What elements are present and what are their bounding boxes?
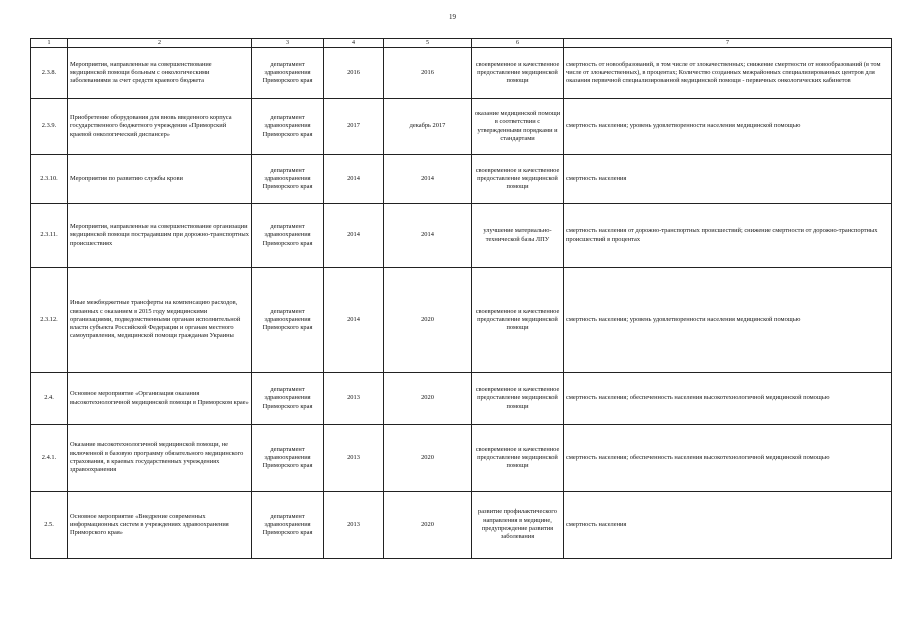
- start-year: 2014: [324, 204, 384, 268]
- row-number: 2.4.: [31, 373, 68, 425]
- executor: департамент здравоохранения Приморского края: [252, 155, 324, 204]
- header-cell: 3: [252, 39, 324, 48]
- header-cell: 6: [472, 39, 564, 48]
- row-number: 2.4.1.: [31, 425, 68, 492]
- indicator: смертность населения: [564, 155, 892, 204]
- indicator: смертность от новообразований, в том числе от злокачественных; снижение смертности от новообразований (в том числе от злокачественных), в процентах; Количество созданных межрайонных специализированных центров для оказания первичной специализированной медицинской помощи - первичных онкологических кабинетов: [564, 48, 892, 99]
- program-activities-table: [30, 38, 892, 559]
- activity-name: Мероприятия, направленные на совершенствование медицинской помощи больным с онкологическими заболеваниями за счет средств краевого бюджета: [68, 48, 252, 99]
- table-row: [31, 155, 892, 204]
- table-row: [31, 425, 892, 492]
- row-number: 2.3.8.: [31, 48, 68, 99]
- table-row: [31, 204, 892, 268]
- executor: департамент здравоохранения Приморского края: [252, 99, 324, 155]
- end-year: 2014: [384, 204, 472, 268]
- expected-result: своевременное и качественное предоставление медицинской помощи: [472, 425, 564, 492]
- start-year: 2013: [324, 425, 384, 492]
- table-header-row: [31, 39, 892, 48]
- header-cell: 5: [384, 39, 472, 48]
- table-row: [31, 373, 892, 425]
- start-year: 2013: [324, 373, 384, 425]
- header-cell: 4: [324, 39, 384, 48]
- indicator: смертность населения от дорожно-транспортных происшествий; снижение смертности от дорожно-транспортных происшествий в процентах: [564, 204, 892, 268]
- executor: департамент здравоохранения Приморского края: [252, 492, 324, 559]
- expected-result: своевременное и качественное предоставление медицинской помощи: [472, 373, 564, 425]
- executor: департамент здравоохранения Приморского края: [252, 204, 324, 268]
- start-year: 2014: [324, 268, 384, 373]
- end-year: 2020: [384, 492, 472, 559]
- start-year: 2014: [324, 155, 384, 204]
- table-row: [31, 492, 892, 559]
- row-number: 2.3.10.: [31, 155, 68, 204]
- header-cell: 7: [564, 39, 892, 48]
- executor: департамент здравоохранения Приморского края: [252, 268, 324, 373]
- activity-name: Основное мероприятие «Организация оказания высокотехнологичной медицинской помощи в Приморском крае»: [68, 373, 252, 425]
- activity-name: Приобретение оборудования для вновь введенного корпуса государственного бюджетного учреждения «Приморский краевой онкологический диспансер»: [68, 99, 252, 155]
- expected-result: своевременное и качественное предоставление медицинской помощи: [472, 48, 564, 99]
- activity-name: Мероприятия по развитию службы крови: [68, 155, 252, 204]
- activity-name: Мероприятия, направленные на совершенствование организации медицинской помощи пострадавшим при дорожно-транспортных происшествиях: [68, 204, 252, 268]
- end-year: 2020: [384, 425, 472, 492]
- row-number: 2.3.9.: [31, 99, 68, 155]
- indicator: смертность населения; уровень удовлетворенности населения медицинской помощью: [564, 99, 892, 155]
- table-row: [31, 268, 892, 373]
- end-year: 2014: [384, 155, 472, 204]
- expected-result: улучшение материально-технической базы ЛПУ: [472, 204, 564, 268]
- header-cell: 2: [68, 39, 252, 48]
- indicator: смертность населения; обеспеченность населения высокотехнологичной медицинской помощью: [564, 373, 892, 425]
- executor: департамент здравоохранения Приморского края: [252, 425, 324, 492]
- expected-result: оказание медицинской помощи в соответствии с утвержденными порядками и стандартами: [472, 99, 564, 155]
- end-year: 2020: [384, 268, 472, 373]
- activity-name: Основное мероприятие «Внедрение современных информационных систем в учреждениях здравоохранения Приморского края»: [68, 492, 252, 559]
- end-year: декабрь 2017: [384, 99, 472, 155]
- expected-result: развитие профилактического направления в медицине, предупреждение развития заболевания: [472, 492, 564, 559]
- expected-result: своевременное и качественное предоставление медицинской помощи: [472, 155, 564, 204]
- row-number: 2.3.11.: [31, 204, 68, 268]
- activity-name: Иные межбюджетные трансферты на компенсацию расходов, связанных с оказанием в 2015 году медицинскими организациями, подведомственными органам исполнительной власти субъекта Российской Федерации и органам местного самоуправления, медицинской помощи гражданам Украины: [68, 268, 252, 373]
- activity-name: Оказание высокотехнологичной медицинской помощи, не включенной в базовую программу обязательного медицинского страхования, в краевых государственных учреждениях здравоохранения: [68, 425, 252, 492]
- start-year: 2016: [324, 48, 384, 99]
- row-number: 2.3.12.: [31, 268, 68, 373]
- table-row: [31, 99, 892, 155]
- start-year: 2013: [324, 492, 384, 559]
- expected-result: своевременное и качественное предоставление медицинской помощи: [472, 268, 564, 373]
- header-cell: 1: [31, 39, 68, 48]
- executor: департамент здравоохранения Приморского края: [252, 48, 324, 99]
- indicator: смертность населения; обеспеченность населения высокотехнологичной медицинской помощью: [564, 425, 892, 492]
- row-number: 2.5.: [31, 492, 68, 559]
- table-row: [31, 48, 892, 99]
- end-year: 2016: [384, 48, 472, 99]
- executor: департамент здравоохранения Приморского края: [252, 373, 324, 425]
- indicator: смертность населения; уровень удовлетворенности населения медицинской помощью: [564, 268, 892, 373]
- end-year: 2020: [384, 373, 472, 425]
- start-year: 2017: [324, 99, 384, 155]
- page-number: 19: [449, 13, 456, 21]
- indicator: смертность населения: [564, 492, 892, 559]
